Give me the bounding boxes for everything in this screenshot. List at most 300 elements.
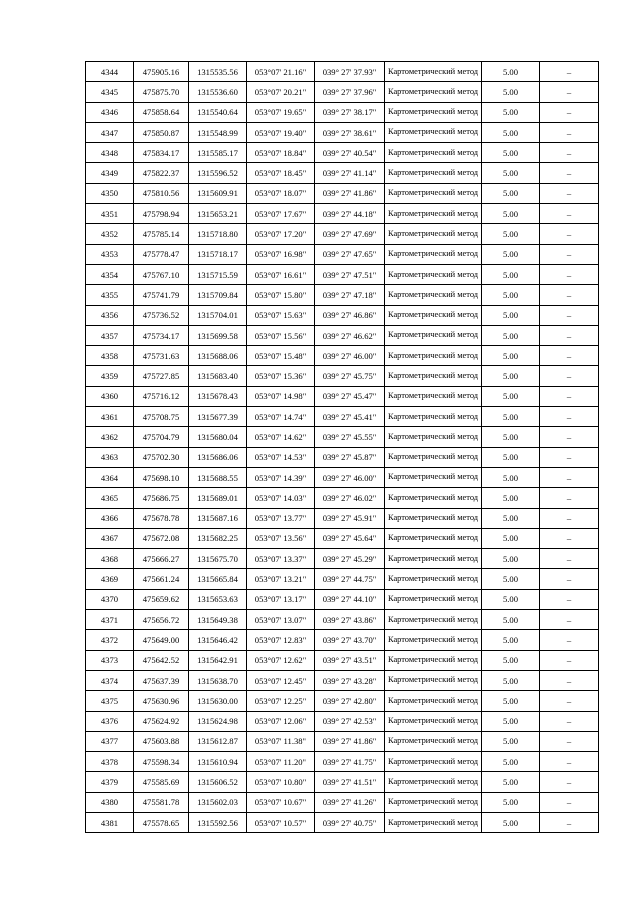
y-coordinate-cell: 1315630.00 (189, 691, 247, 711)
latitude-cell: 053°07' 13.77" (247, 508, 315, 528)
point-number-cell: 4372 (86, 630, 134, 650)
y-coordinate-cell: 1315638.70 (189, 670, 247, 690)
method-cell: Картометрический метод (385, 62, 482, 82)
point-number-cell: 4363 (86, 447, 134, 467)
point-number-cell: 4379 (86, 772, 134, 792)
note-cell: – (540, 305, 599, 325)
latitude-cell: 053°07' 15.63" (247, 305, 315, 325)
x-coordinate-cell: 475736.52 (134, 305, 189, 325)
point-number-cell: 4345 (86, 82, 134, 102)
point-number-cell: 4373 (86, 650, 134, 670)
longitude-cell: 039° 27' 46.62" (315, 325, 385, 345)
y-coordinate-cell: 1315602.03 (189, 792, 247, 812)
latitude-cell: 053°07' 18.45" (247, 163, 315, 183)
y-coordinate-cell: 1315653.63 (189, 589, 247, 609)
table-row (86, 62, 599, 82)
y-coordinate-cell: 1315709.84 (189, 285, 247, 305)
x-coordinate-cell: 475659.62 (134, 589, 189, 609)
method-cell: Картометрический метод (385, 528, 482, 548)
point-number-cell: 4353 (86, 244, 134, 264)
accuracy-cell: 5.00 (482, 386, 540, 406)
latitude-cell: 053°07' 14.74" (247, 407, 315, 427)
latitude-cell: 053°07' 18.84" (247, 143, 315, 163)
table-row (86, 752, 599, 772)
point-number-cell: 4380 (86, 792, 134, 812)
x-coordinate-cell: 475678.78 (134, 508, 189, 528)
note-cell: – (540, 62, 599, 82)
table-row (86, 610, 599, 630)
accuracy-cell: 5.00 (482, 62, 540, 82)
accuracy-cell: 5.00 (482, 285, 540, 305)
method-cell: Картометрический метод (385, 772, 482, 792)
table-row (86, 366, 599, 386)
method-cell: Картометрический метод (385, 650, 482, 670)
note-cell: – (540, 346, 599, 366)
latitude-cell: 053°07' 10.80" (247, 772, 315, 792)
note-cell: – (540, 366, 599, 386)
point-number-cell: 4366 (86, 508, 134, 528)
table-row (86, 407, 599, 427)
accuracy-cell: 5.00 (482, 102, 540, 122)
table-row (86, 731, 599, 751)
longitude-cell: 039° 27' 41.75" (315, 752, 385, 772)
point-number-cell: 4370 (86, 589, 134, 609)
y-coordinate-cell: 1315682.25 (189, 528, 247, 548)
latitude-cell: 053°07' 14.98" (247, 386, 315, 406)
point-number-cell: 4352 (86, 224, 134, 244)
latitude-cell: 053°07' 13.17" (247, 589, 315, 609)
longitude-cell: 039° 27' 37.96" (315, 82, 385, 102)
latitude-cell: 053°07' 12.06" (247, 711, 315, 731)
table-row (86, 711, 599, 731)
note-cell: – (540, 508, 599, 528)
x-coordinate-cell: 475704.79 (134, 427, 189, 447)
note-cell: – (540, 427, 599, 447)
note-cell: – (540, 386, 599, 406)
latitude-cell: 053°07' 11.38" (247, 731, 315, 751)
note-cell: – (540, 82, 599, 102)
table-row (86, 285, 599, 305)
longitude-cell: 039° 27' 42.80" (315, 691, 385, 711)
note-cell: – (540, 488, 599, 508)
method-cell: Картометрический метод (385, 264, 482, 284)
point-number-cell: 4377 (86, 731, 134, 751)
longitude-cell: 039° 27' 43.86" (315, 610, 385, 630)
note-cell: – (540, 792, 599, 812)
table-row (86, 244, 599, 264)
accuracy-cell: 5.00 (482, 122, 540, 142)
point-number-cell: 4368 (86, 549, 134, 569)
accuracy-cell: 5.00 (482, 407, 540, 427)
table-row (86, 102, 599, 122)
point-number-cell: 4348 (86, 143, 134, 163)
y-coordinate-cell: 1315540.64 (189, 102, 247, 122)
accuracy-cell: 5.00 (482, 752, 540, 772)
note-cell: – (540, 163, 599, 183)
y-coordinate-cell: 1315646.42 (189, 630, 247, 650)
latitude-cell: 053°07' 15.36" (247, 366, 315, 386)
note-cell: – (540, 102, 599, 122)
method-cell: Картометрический метод (385, 366, 482, 386)
point-number-cell: 4347 (86, 122, 134, 142)
note-cell: – (540, 670, 599, 690)
table-body (86, 62, 599, 833)
table-row (86, 82, 599, 102)
accuracy-cell: 5.00 (482, 325, 540, 345)
method-cell: Картометрический метод (385, 731, 482, 751)
latitude-cell: 053°07' 15.48" (247, 346, 315, 366)
point-number-cell: 4351 (86, 204, 134, 224)
y-coordinate-cell: 1315548.99 (189, 122, 247, 142)
longitude-cell: 039° 27' 45.47" (315, 386, 385, 406)
latitude-cell: 053°07' 14.62" (247, 427, 315, 447)
point-number-cell: 4375 (86, 691, 134, 711)
note-cell: – (540, 731, 599, 751)
latitude-cell: 053°07' 10.57" (247, 812, 315, 832)
method-cell: Картометрический метод (385, 224, 482, 244)
accuracy-cell: 5.00 (482, 224, 540, 244)
latitude-cell: 053°07' 11.20" (247, 752, 315, 772)
accuracy-cell: 5.00 (482, 812, 540, 832)
accuracy-cell: 5.00 (482, 528, 540, 548)
y-coordinate-cell: 1315535.56 (189, 62, 247, 82)
accuracy-cell: 5.00 (482, 488, 540, 508)
note-cell: – (540, 772, 599, 792)
longitude-cell: 039° 27' 45.55" (315, 427, 385, 447)
x-coordinate-cell: 475731.63 (134, 346, 189, 366)
method-cell: Картометрический метод (385, 285, 482, 305)
latitude-cell: 053°07' 14.03" (247, 488, 315, 508)
y-coordinate-cell: 1315642.91 (189, 650, 247, 670)
x-coordinate-cell: 475649.00 (134, 630, 189, 650)
latitude-cell: 053°07' 14.53" (247, 447, 315, 467)
latitude-cell: 053°07' 12.62" (247, 650, 315, 670)
note-cell: – (540, 711, 599, 731)
x-coordinate-cell: 475708.75 (134, 407, 189, 427)
method-cell: Картометрический метод (385, 82, 482, 102)
method-cell: Картометрический метод (385, 122, 482, 142)
note-cell: – (540, 204, 599, 224)
longitude-cell: 039° 27' 44.10" (315, 589, 385, 609)
y-coordinate-cell: 1315592.56 (189, 812, 247, 832)
table-row (86, 183, 599, 203)
table-row (86, 589, 599, 609)
method-cell: Картометрический метод (385, 447, 482, 467)
method-cell: Картометрический метод (385, 407, 482, 427)
note-cell: – (540, 183, 599, 203)
x-coordinate-cell: 475785.14 (134, 224, 189, 244)
point-number-cell: 4350 (86, 183, 134, 203)
note-cell: – (540, 407, 599, 427)
x-coordinate-cell: 475603.88 (134, 731, 189, 751)
note-cell: – (540, 569, 599, 589)
latitude-cell: 053°07' 15.56" (247, 325, 315, 345)
point-number-cell: 4381 (86, 812, 134, 832)
note-cell: – (540, 549, 599, 569)
x-coordinate-cell: 475727.85 (134, 366, 189, 386)
longitude-cell: 039° 27' 44.75" (315, 569, 385, 589)
method-cell: Картометрический метод (385, 488, 482, 508)
accuracy-cell: 5.00 (482, 731, 540, 751)
x-coordinate-cell: 475734.17 (134, 325, 189, 345)
note-cell: – (540, 812, 599, 832)
table-row (86, 792, 599, 812)
note-cell: – (540, 630, 599, 650)
method-cell: Картометрический метод (385, 691, 482, 711)
x-coordinate-cell: 475624.92 (134, 711, 189, 731)
longitude-cell: 039° 27' 46.02" (315, 488, 385, 508)
latitude-cell: 053°07' 10.67" (247, 792, 315, 812)
point-number-cell: 4376 (86, 711, 134, 731)
table-row (86, 447, 599, 467)
latitude-cell: 053°07' 14.39" (247, 467, 315, 487)
x-coordinate-cell: 475850.87 (134, 122, 189, 142)
method-cell: Картометрический метод (385, 346, 482, 366)
longitude-cell: 039° 27' 47.51" (315, 264, 385, 284)
method-cell: Картометрический метод (385, 204, 482, 224)
y-coordinate-cell: 1315718.17 (189, 244, 247, 264)
y-coordinate-cell: 1315689.01 (189, 488, 247, 508)
x-coordinate-cell: 475741.79 (134, 285, 189, 305)
accuracy-cell: 5.00 (482, 447, 540, 467)
point-number-cell: 4358 (86, 346, 134, 366)
method-cell: Картометрический метод (385, 670, 482, 690)
x-coordinate-cell: 475822.37 (134, 163, 189, 183)
table-row (86, 650, 599, 670)
method-cell: Картометрический метод (385, 630, 482, 650)
accuracy-cell: 5.00 (482, 163, 540, 183)
accuracy-cell: 5.00 (482, 711, 540, 731)
method-cell: Картометрический метод (385, 549, 482, 569)
latitude-cell: 053°07' 13.07" (247, 610, 315, 630)
longitude-cell: 039° 27' 41.26" (315, 792, 385, 812)
x-coordinate-cell: 475630.96 (134, 691, 189, 711)
accuracy-cell: 5.00 (482, 467, 540, 487)
point-number-cell: 4374 (86, 670, 134, 690)
table-row (86, 569, 599, 589)
point-number-cell: 4349 (86, 163, 134, 183)
accuracy-cell: 5.00 (482, 366, 540, 386)
y-coordinate-cell: 1315678.43 (189, 386, 247, 406)
latitude-cell: 053°07' 20.21" (247, 82, 315, 102)
note-cell: – (540, 447, 599, 467)
point-number-cell: 4359 (86, 366, 134, 386)
method-cell: Картометрический метод (385, 325, 482, 345)
table-row (86, 305, 599, 325)
point-number-cell: 4344 (86, 62, 134, 82)
x-coordinate-cell: 475598.34 (134, 752, 189, 772)
latitude-cell: 053°07' 13.37" (247, 549, 315, 569)
longitude-cell: 039° 27' 41.86" (315, 183, 385, 203)
y-coordinate-cell: 1315675.70 (189, 549, 247, 569)
y-coordinate-cell: 1315536.60 (189, 82, 247, 102)
note-cell: – (540, 285, 599, 305)
table-row (86, 467, 599, 487)
table-row (86, 812, 599, 832)
y-coordinate-cell: 1315688.55 (189, 467, 247, 487)
latitude-cell: 053°07' 21.16" (247, 62, 315, 82)
y-coordinate-cell: 1315683.40 (189, 366, 247, 386)
y-coordinate-cell: 1315624.98 (189, 711, 247, 731)
method-cell: Картометрический метод (385, 143, 482, 163)
longitude-cell: 039° 27' 46.00" (315, 346, 385, 366)
accuracy-cell: 5.00 (482, 244, 540, 264)
x-coordinate-cell: 475778.47 (134, 244, 189, 264)
method-cell: Картометрический метод (385, 467, 482, 487)
longitude-cell: 039° 27' 42.53" (315, 711, 385, 731)
latitude-cell: 053°07' 17.67" (247, 204, 315, 224)
table-row (86, 346, 599, 366)
x-coordinate-cell: 475672.08 (134, 528, 189, 548)
method-cell: Картометрический метод (385, 752, 482, 772)
point-number-cell: 4367 (86, 528, 134, 548)
accuracy-cell: 5.00 (482, 772, 540, 792)
latitude-cell: 053°07' 19.40" (247, 122, 315, 142)
accuracy-cell: 5.00 (482, 650, 540, 670)
x-coordinate-cell: 475875.70 (134, 82, 189, 102)
accuracy-cell: 5.00 (482, 305, 540, 325)
y-coordinate-cell: 1315688.06 (189, 346, 247, 366)
x-coordinate-cell: 475661.24 (134, 569, 189, 589)
note-cell: – (540, 691, 599, 711)
table-row (86, 427, 599, 447)
longitude-cell: 039° 27' 43.51" (315, 650, 385, 670)
longitude-cell: 039° 27' 45.41" (315, 407, 385, 427)
method-cell: Картометрический метод (385, 610, 482, 630)
accuracy-cell: 5.00 (482, 792, 540, 812)
x-coordinate-cell: 475702.30 (134, 447, 189, 467)
latitude-cell: 053°07' 13.56" (247, 528, 315, 548)
latitude-cell: 053°07' 15.80" (247, 285, 315, 305)
document-page (85, 61, 599, 833)
latitude-cell: 053°07' 16.61" (247, 264, 315, 284)
x-coordinate-cell: 475905.16 (134, 62, 189, 82)
table-row (86, 508, 599, 528)
longitude-cell: 039° 27' 43.28" (315, 670, 385, 690)
y-coordinate-cell: 1315665.84 (189, 569, 247, 589)
y-coordinate-cell: 1315680.04 (189, 427, 247, 447)
accuracy-cell: 5.00 (482, 427, 540, 447)
point-number-cell: 4362 (86, 427, 134, 447)
point-number-cell: 4378 (86, 752, 134, 772)
x-coordinate-cell: 475810.56 (134, 183, 189, 203)
table-row (86, 163, 599, 183)
table-row (86, 772, 599, 792)
table-row (86, 488, 599, 508)
point-number-cell: 4364 (86, 467, 134, 487)
method-cell: Картометрический метод (385, 792, 482, 812)
latitude-cell: 053°07' 12.45" (247, 670, 315, 690)
method-cell: Картометрический метод (385, 386, 482, 406)
longitude-cell: 039° 27' 43.70" (315, 630, 385, 650)
table-row (86, 204, 599, 224)
y-coordinate-cell: 1315686.06 (189, 447, 247, 467)
longitude-cell: 039° 27' 41.51" (315, 772, 385, 792)
longitude-cell: 039° 27' 45.64" (315, 528, 385, 548)
y-coordinate-cell: 1315718.80 (189, 224, 247, 244)
note-cell: – (540, 122, 599, 142)
x-coordinate-cell: 475666.27 (134, 549, 189, 569)
accuracy-cell: 5.00 (482, 691, 540, 711)
point-number-cell: 4371 (86, 610, 134, 630)
point-number-cell: 4356 (86, 305, 134, 325)
note-cell: – (540, 244, 599, 264)
latitude-cell: 053°07' 12.83" (247, 630, 315, 650)
x-coordinate-cell: 475642.52 (134, 650, 189, 670)
point-number-cell: 4369 (86, 569, 134, 589)
table-row (86, 549, 599, 569)
y-coordinate-cell: 1315609.91 (189, 183, 247, 203)
point-number-cell: 4360 (86, 386, 134, 406)
x-coordinate-cell: 475716.12 (134, 386, 189, 406)
table-row (86, 122, 599, 142)
table-row (86, 224, 599, 244)
point-number-cell: 4361 (86, 407, 134, 427)
y-coordinate-cell: 1315704.01 (189, 305, 247, 325)
accuracy-cell: 5.00 (482, 143, 540, 163)
accuracy-cell: 5.00 (482, 204, 540, 224)
longitude-cell: 039° 27' 45.29" (315, 549, 385, 569)
table-row (86, 143, 599, 163)
note-cell: – (540, 325, 599, 345)
note-cell: – (540, 143, 599, 163)
method-cell: Картометрический метод (385, 102, 482, 122)
accuracy-cell: 5.00 (482, 82, 540, 102)
note-cell: – (540, 224, 599, 244)
accuracy-cell: 5.00 (482, 589, 540, 609)
note-cell: – (540, 264, 599, 284)
x-coordinate-cell: 475858.64 (134, 102, 189, 122)
y-coordinate-cell: 1315596.52 (189, 163, 247, 183)
accuracy-cell: 5.00 (482, 508, 540, 528)
table-row (86, 670, 599, 690)
method-cell: Картометрический метод (385, 163, 482, 183)
accuracy-cell: 5.00 (482, 346, 540, 366)
x-coordinate-cell: 475637.39 (134, 670, 189, 690)
longitude-cell: 039° 27' 46.86" (315, 305, 385, 325)
accuracy-cell: 5.00 (482, 569, 540, 589)
latitude-cell: 053°07' 12.25" (247, 691, 315, 711)
table-row (86, 386, 599, 406)
point-number-cell: 4354 (86, 264, 134, 284)
longitude-cell: 039° 27' 40.54" (315, 143, 385, 163)
latitude-cell: 053°07' 13.21" (247, 569, 315, 589)
method-cell: Картометрический метод (385, 589, 482, 609)
point-number-cell: 4355 (86, 285, 134, 305)
y-coordinate-cell: 1315653.21 (189, 204, 247, 224)
x-coordinate-cell: 475767.10 (134, 264, 189, 284)
longitude-cell: 039° 27' 47.65" (315, 244, 385, 264)
accuracy-cell: 5.00 (482, 549, 540, 569)
longitude-cell: 039° 27' 38.61" (315, 122, 385, 142)
table-row (86, 528, 599, 548)
method-cell: Картометрический метод (385, 244, 482, 264)
accuracy-cell: 5.00 (482, 264, 540, 284)
point-number-cell: 4365 (86, 488, 134, 508)
accuracy-cell: 5.00 (482, 610, 540, 630)
longitude-cell: 039° 27' 45.91" (315, 508, 385, 528)
x-coordinate-cell: 475656.72 (134, 610, 189, 630)
method-cell: Картометрический метод (385, 508, 482, 528)
longitude-cell: 039° 27' 46.00" (315, 467, 385, 487)
note-cell: – (540, 528, 599, 548)
table-row (86, 325, 599, 345)
note-cell: – (540, 752, 599, 772)
longitude-cell: 039° 27' 47.18" (315, 285, 385, 305)
method-cell: Картометрический метод (385, 183, 482, 203)
x-coordinate-cell: 475798.94 (134, 204, 189, 224)
longitude-cell: 039° 27' 37.93" (315, 62, 385, 82)
